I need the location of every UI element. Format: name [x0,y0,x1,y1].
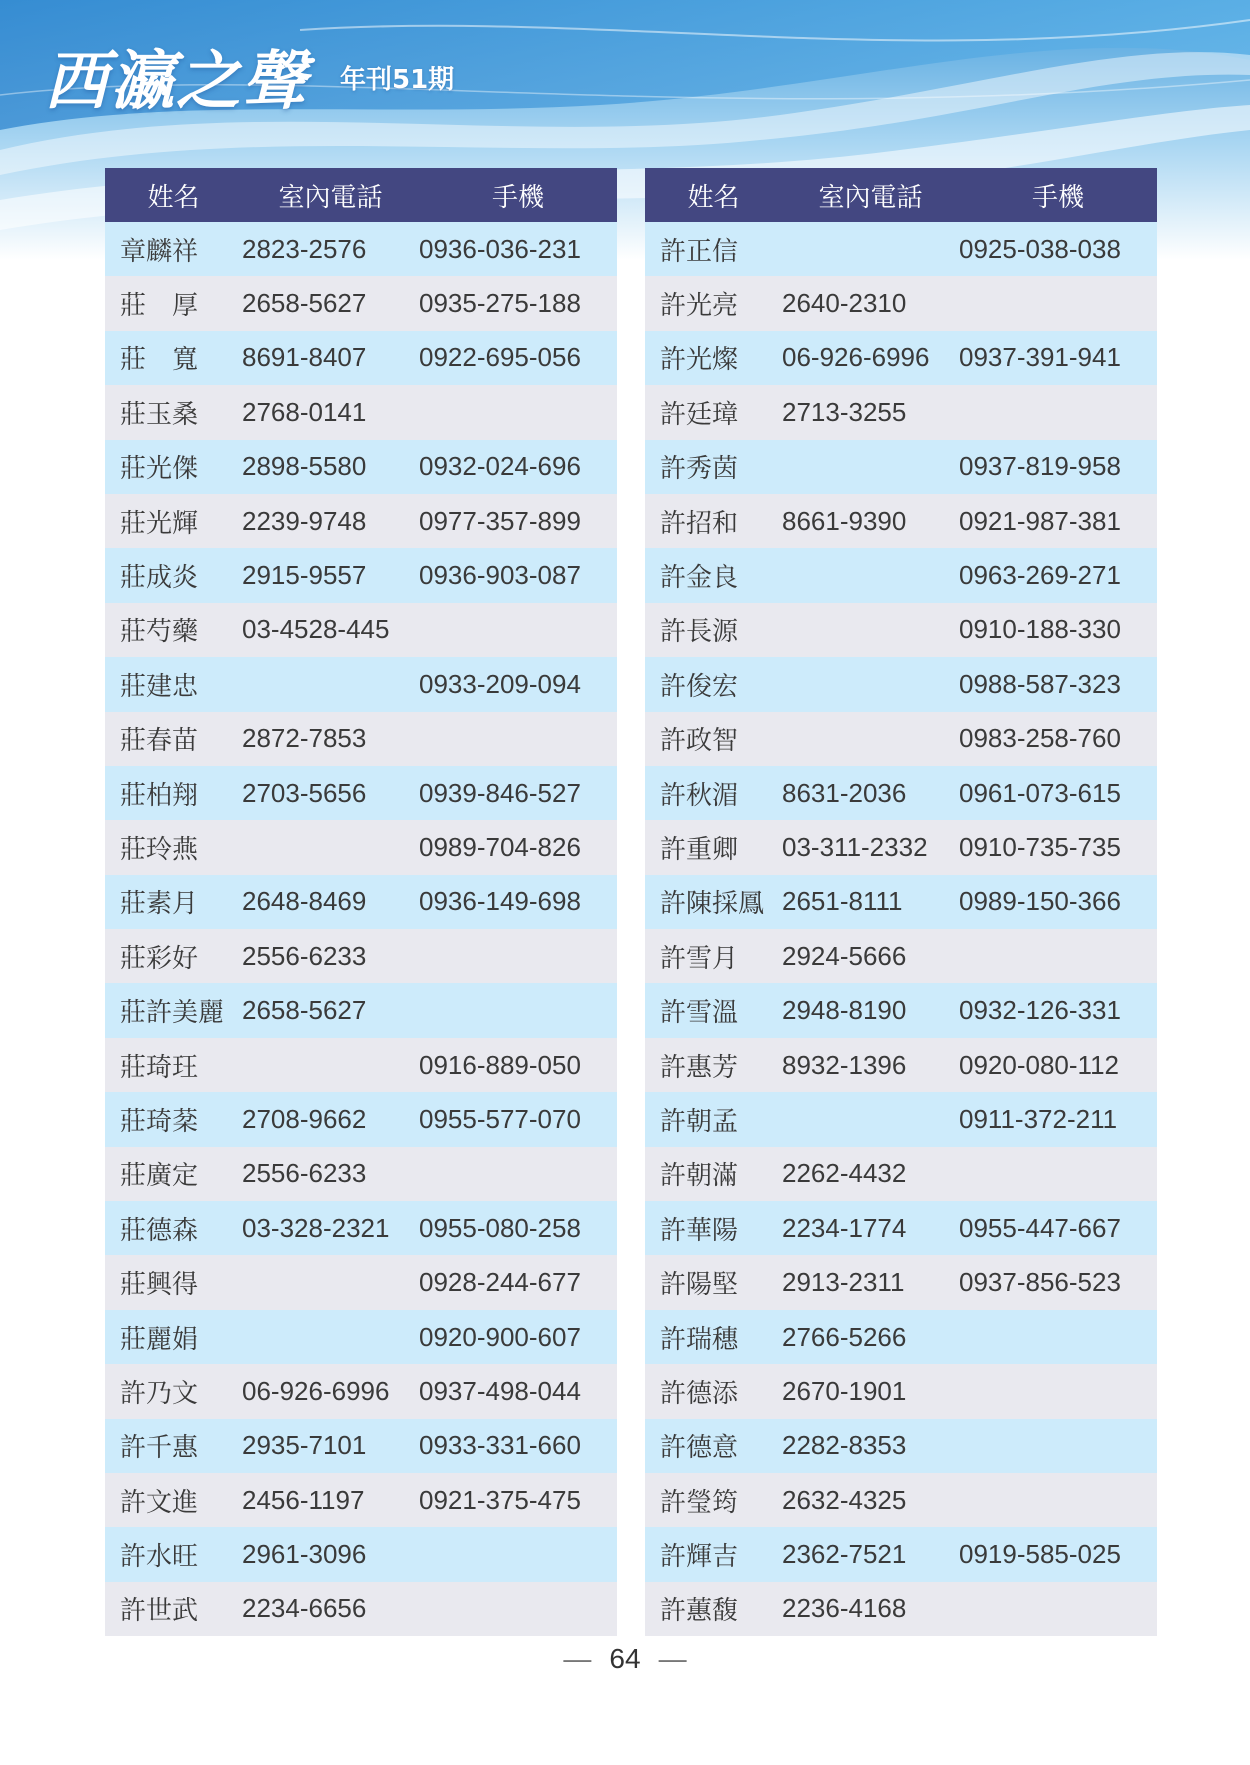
table-row [645,494,1157,548]
entry-phone: 2766-5266 [782,1310,959,1364]
entry-name: 許文進 [105,1473,242,1527]
entry-phone: 2234-6656 [242,1582,419,1636]
table-row [105,331,617,385]
entry-phone: 2703-5656 [242,766,419,820]
directory-rows-left [105,222,617,1636]
entry-name: 莊玲燕 [105,820,242,874]
table-row [105,1201,617,1255]
dash-right: — [658,1643,687,1674]
entry-mobile: 0911-372-211 [959,1092,1157,1146]
entry-name: 莊芍藥 [105,603,242,657]
table-row [105,1255,617,1309]
entry-mobile [419,385,617,439]
entry-phone [782,657,959,711]
directory-rows-right [645,222,1157,1636]
entry-name: 許瑩筠 [645,1473,782,1527]
table-row [645,766,1157,820]
table-row [645,1527,1157,1581]
entry-phone: 2556-6233 [242,1147,419,1201]
table-row [105,440,617,494]
entry-mobile: 0910-188-330 [959,603,1157,657]
entry-mobile: 0955-577-070 [419,1092,617,1146]
entry-name: 莊德森 [105,1201,242,1255]
entry-name: 許千惠 [105,1419,242,1473]
entry-phone: 2556-6233 [242,929,419,983]
entry-mobile: 0933-209-094 [419,657,617,711]
entry-phone: 2239-9748 [242,494,419,548]
entry-name: 莊光輝 [105,494,242,548]
page-footer [0,1643,1250,1675]
entry-mobile [419,1582,617,1636]
entry-mobile [959,1582,1157,1636]
entry-name: 莊 寬 [105,331,242,385]
entry-mobile: 0936-903-087 [419,548,617,602]
table-row [105,1364,617,1418]
entry-name: 許朝滿 [645,1147,782,1201]
entry-name: 莊成炎 [105,548,242,602]
entry-mobile: 0935-275-188 [419,276,617,330]
entry-name: 許長源 [645,603,782,657]
entry-phone [242,1038,419,1092]
entry-name: 許俊宏 [645,657,782,711]
entry-phone: 2915-9557 [242,548,419,602]
entry-name: 莊琦棻 [105,1092,242,1146]
entry-mobile [959,929,1157,983]
table-row [105,276,617,330]
entry-name: 許雪溫 [645,983,782,1037]
table-row [645,1310,1157,1364]
entry-phone: 2961-3096 [242,1527,419,1581]
table-row [645,1255,1157,1309]
entry-mobile [959,1473,1157,1527]
entry-mobile: 0983-258-760 [959,712,1157,766]
entry-phone: 8932-1396 [782,1038,959,1092]
column-header-mobile: 手機 [419,168,617,222]
entry-name: 莊麗娟 [105,1310,242,1364]
table-row [645,385,1157,439]
table-row [645,276,1157,330]
table-row [105,385,617,439]
entry-name: 許朝孟 [645,1092,782,1146]
table-row [645,222,1157,276]
entry-name: 許光燦 [645,331,782,385]
entry-phone: 2898-5580 [242,440,419,494]
entry-name: 許德意 [645,1419,782,1473]
entry-phone: 2234-1774 [782,1201,959,1255]
entry-mobile: 0919-585-025 [959,1527,1157,1581]
entry-name: 莊光傑 [105,440,242,494]
table-row [105,222,617,276]
entry-name: 許陽堅 [645,1255,782,1309]
entry-phone: 2924-5666 [782,929,959,983]
table-row [645,1147,1157,1201]
entry-mobile: 0920-900-607 [419,1310,617,1364]
entry-phone [782,440,959,494]
entry-phone: 2456-1197 [242,1473,419,1527]
directory-table-left [105,168,617,1636]
entry-phone: 2658-5627 [242,983,419,1037]
table-row [645,1038,1157,1092]
table-row [105,1527,617,1581]
table-row [645,1582,1157,1636]
entry-phone: 2823-2576 [242,222,419,276]
column-header-phone: 室內電話 [782,168,959,222]
entry-phone [782,603,959,657]
entry-mobile: 0932-126-331 [959,983,1157,1037]
entry-name: 許政智 [645,712,782,766]
entry-name: 許惠芳 [645,1038,782,1092]
entry-mobile: 0937-391-941 [959,331,1157,385]
page-number: 64 [609,1643,641,1674]
table-row [105,1147,617,1201]
entry-mobile: 0955-080-258 [419,1201,617,1255]
table-row [645,1092,1157,1146]
table-header-row [105,168,617,222]
entry-mobile [419,983,617,1037]
table-row [105,1092,617,1146]
entry-phone: 2648-8469 [242,875,419,929]
entry-phone: 03-328-2321 [242,1201,419,1255]
table-row [105,657,617,711]
entry-phone: 06-926-6996 [242,1364,419,1418]
table-row [645,820,1157,874]
entry-name: 許秋湄 [645,766,782,820]
table-row [105,766,617,820]
entry-phone [782,1092,959,1146]
table-row [105,875,617,929]
entry-name: 許乃文 [105,1364,242,1418]
entry-name: 許陳採鳳 [645,875,782,929]
entry-mobile: 0963-269-271 [959,548,1157,602]
entry-name: 莊彩好 [105,929,242,983]
entry-phone: 2713-3255 [782,385,959,439]
table-row [645,331,1157,385]
entry-phone: 2262-4432 [782,1147,959,1201]
table-row [105,1038,617,1092]
entry-phone: 8691-8407 [242,331,419,385]
table-header-row [645,168,1157,222]
entry-name: 許華陽 [645,1201,782,1255]
table-row [105,712,617,766]
entry-phone: 2913-2311 [782,1255,959,1309]
entry-mobile: 0937-856-523 [959,1255,1157,1309]
column-header-name: 姓名 [645,168,782,222]
entry-name: 莊許美麗 [105,983,242,1037]
table-row [105,820,617,874]
entry-mobile [959,1419,1157,1473]
entry-name: 莊興得 [105,1255,242,1309]
table-row [645,1364,1157,1418]
entry-mobile: 0928-244-677 [419,1255,617,1309]
entry-phone: 8631-2036 [782,766,959,820]
table-row [645,1201,1157,1255]
entry-mobile [419,929,617,983]
entry-phone: 2362-7521 [782,1527,959,1581]
entry-phone: 2282-8353 [782,1419,959,1473]
table-row [645,1419,1157,1473]
entry-phone: 2640-2310 [782,276,959,330]
entry-mobile [959,1310,1157,1364]
entry-name: 許招和 [645,494,782,548]
entry-name: 莊玉桑 [105,385,242,439]
entry-name: 許德添 [645,1364,782,1418]
table-row [645,929,1157,983]
entry-phone: 8661-9390 [782,494,959,548]
entry-name: 莊建忠 [105,657,242,711]
entry-mobile: 0989-150-366 [959,875,1157,929]
entry-mobile: 0989-704-826 [419,820,617,874]
masthead-title: 西瀛之聲 [44,44,308,119]
entry-phone: 2236-4168 [782,1582,959,1636]
entry-name: 莊廣定 [105,1147,242,1201]
table-row [105,1310,617,1364]
column-header-phone: 室內電話 [242,168,419,222]
dash-left: — [563,1643,592,1674]
entry-phone: 2872-7853 [242,712,419,766]
table-row [645,983,1157,1037]
table-row [105,983,617,1037]
entry-name: 許重卿 [645,820,782,874]
table-row [645,712,1157,766]
directory-table-right [645,168,1157,1636]
entry-mobile [959,1147,1157,1201]
table-row [105,548,617,602]
entry-name: 許蕙馥 [645,1582,782,1636]
entry-mobile [419,1527,617,1581]
entry-phone: 06-926-6996 [782,331,959,385]
entry-mobile [959,1364,1157,1418]
entry-name: 莊春苗 [105,712,242,766]
entry-mobile: 0955-447-667 [959,1201,1157,1255]
entry-name: 莊柏翔 [105,766,242,820]
entry-name: 許雪月 [645,929,782,983]
entry-name: 許廷璋 [645,385,782,439]
entry-phone [782,548,959,602]
entry-mobile [959,276,1157,330]
entry-phone [242,820,419,874]
entry-phone: 2651-8111 [782,875,959,929]
entry-phone: 2768-0141 [242,385,419,439]
entry-mobile [419,1147,617,1201]
entry-mobile: 0939-846-527 [419,766,617,820]
entry-phone: 2948-8190 [782,983,959,1037]
entry-name: 許水旺 [105,1527,242,1581]
entry-mobile: 0921-375-475 [419,1473,617,1527]
entry-phone [242,657,419,711]
entry-mobile [419,603,617,657]
entry-name: 許世武 [105,1582,242,1636]
table-row [645,875,1157,929]
entry-mobile: 0977-357-899 [419,494,617,548]
issue-label: 年刊51期 [340,65,455,95]
table-row [105,1419,617,1473]
entry-name: 莊琦玨 [105,1038,242,1092]
entry-name: 莊 厚 [105,276,242,330]
entry-mobile: 0920-080-112 [959,1038,1157,1092]
entry-phone: 2670-1901 [782,1364,959,1418]
entry-phone: 2708-9662 [242,1092,419,1146]
entry-name: 章麟祥 [105,222,242,276]
entry-phone: 03-4528-445 [242,603,419,657]
entry-mobile: 0922-695-056 [419,331,617,385]
table-row [645,548,1157,602]
entry-mobile: 0916-889-050 [419,1038,617,1092]
entry-mobile: 0925-038-038 [959,222,1157,276]
entry-phone: 2658-5627 [242,276,419,330]
table-row [645,603,1157,657]
entry-mobile [959,385,1157,439]
table-row [105,603,617,657]
table-row [645,1473,1157,1527]
entry-phone [242,1310,419,1364]
entry-mobile: 0933-331-660 [419,1419,617,1473]
entry-name: 許輝吉 [645,1527,782,1581]
entry-mobile: 0936-036-231 [419,222,617,276]
entry-phone [782,712,959,766]
entry-phone [242,1255,419,1309]
entry-phone: 2935-7101 [242,1419,419,1473]
column-header-mobile: 手機 [959,168,1157,222]
entry-mobile: 0961-073-615 [959,766,1157,820]
entry-name: 莊素月 [105,875,242,929]
entry-name: 許光亮 [645,276,782,330]
entry-mobile: 0936-149-698 [419,875,617,929]
entry-mobile: 0932-024-696 [419,440,617,494]
entry-mobile: 0921-987-381 [959,494,1157,548]
entry-phone: 2632-4325 [782,1473,959,1527]
column-header-name: 姓名 [105,168,242,222]
entry-mobile: 0937-498-044 [419,1364,617,1418]
entry-mobile: 0910-735-735 [959,820,1157,874]
entry-phone: 03-311-2332 [782,820,959,874]
table-row [105,1582,617,1636]
entry-phone [782,222,959,276]
entry-name: 許瑞穗 [645,1310,782,1364]
table-row [645,440,1157,494]
table-row [105,494,617,548]
entry-mobile [419,712,617,766]
table-row [645,657,1157,711]
entry-name: 許秀茵 [645,440,782,494]
table-row [105,929,617,983]
entry-mobile: 0988-587-323 [959,657,1157,711]
entry-mobile: 0937-819-958 [959,440,1157,494]
table-row [105,1473,617,1527]
entry-name: 許金良 [645,548,782,602]
entry-name: 許正信 [645,222,782,276]
